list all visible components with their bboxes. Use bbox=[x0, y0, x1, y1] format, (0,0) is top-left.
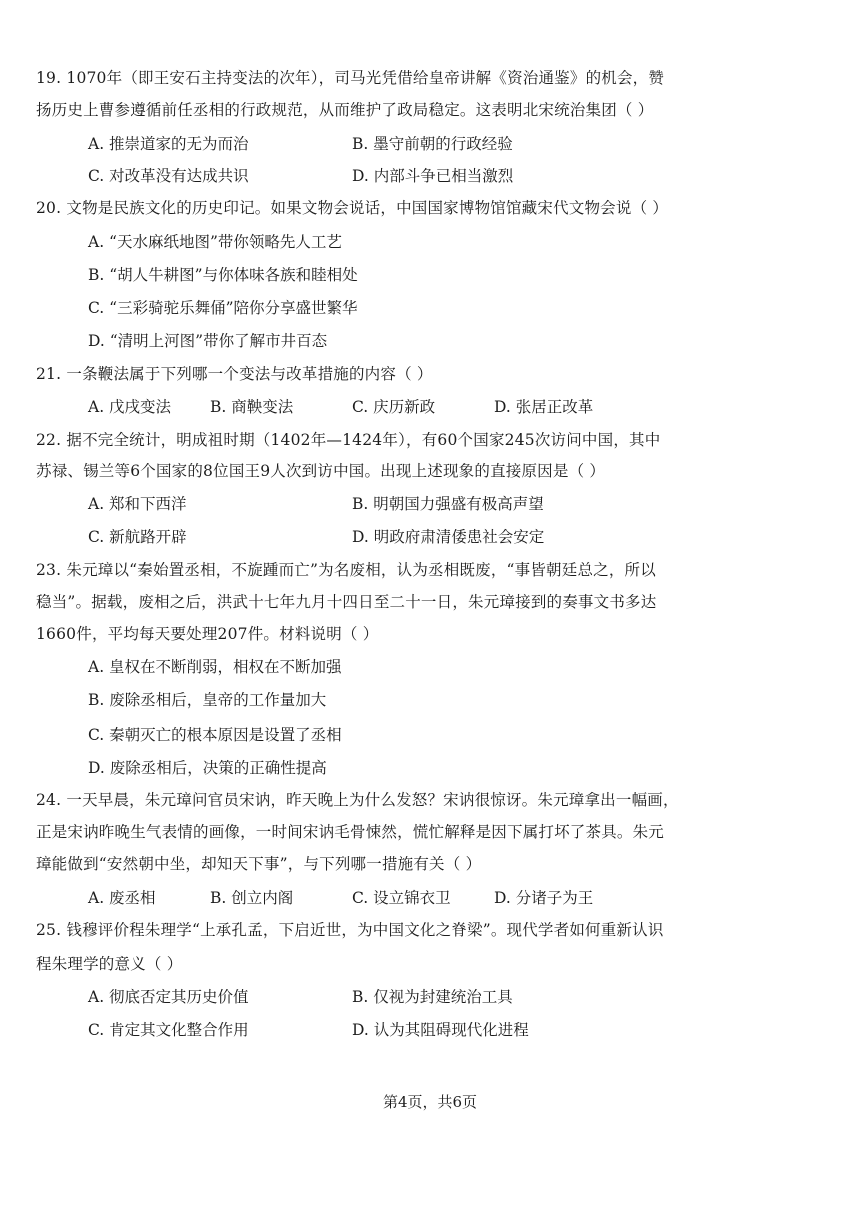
q24-option-b: B. 创立内阁 bbox=[210, 889, 294, 907]
q25-option-b: B. 仅视为封建统治工具 bbox=[352, 988, 513, 1006]
q24-option-a: A. 废丞相 bbox=[88, 889, 156, 907]
q24-option-d: D. 分诸子为王 bbox=[494, 889, 594, 907]
q19-stem-line-1: 19. 1070年（即王安石主持变法的次年），司马光凭借给皇帝讲解《资治通鉴》的机会，赞 bbox=[36, 69, 665, 87]
q22-option-b: B. 明朝国力强盛有极高声望 bbox=[352, 495, 544, 513]
q22-stem-line-1: 22. 据不完全统计，明成祖时期（1402年—1424年），有60个国家245次访问中国，其中 bbox=[36, 431, 661, 449]
q21-option-b: B. 商鞅变法 bbox=[210, 398, 294, 416]
q20-option-b: B. “胡人牛耕图”与你体味各族和睦相处 bbox=[88, 266, 358, 284]
q23-stem-line-1: 23. 朱元璋以“秦始置丞相，不旋踵而亡”为名废相，认为丞相既废，“事皆朝廷总之，所以 bbox=[36, 561, 656, 579]
q21-stem-line-1: 21. 一条鞭法属于下列哪一个变法与改革措施的内容（ ） bbox=[36, 365, 433, 383]
q24-stem-line-3: 璋能做到“安然朝中坐，却知天下事”，与下列哪一措施有关（ ） bbox=[36, 855, 482, 873]
q19-option-a: A. 推崇道家的无为而治 bbox=[88, 135, 249, 153]
page-number-footer: 第4页，共6页 bbox=[382, 1093, 478, 1111]
q22-option-a: A. 郑和下西洋 bbox=[88, 495, 187, 513]
q19-option-d: D. 内部斗争已相当激烈 bbox=[352, 167, 514, 185]
q19-stem-line-2: 扬历史上曹参遵循前任丞相的行政规范，从而维护了政局稳定。这表明北宋统治集团（ ） bbox=[36, 101, 654, 119]
q23-option-d: D. 废除丞相后，决策的正确性提高 bbox=[88, 759, 327, 777]
q23-stem-line-2: 稳当”。据载，废相之后，洪武十七年九月十四日至二十一日，朱元璋接到的奏事文书多达 bbox=[36, 593, 657, 611]
q21-option-d: D. 张居正改革 bbox=[494, 398, 594, 416]
q23-option-b: B. 废除丞相后，皇帝的工作量加大 bbox=[88, 691, 327, 709]
q21-option-a: A. 戊戌变法 bbox=[88, 398, 172, 416]
q25-option-a: A. 彻底否定其历史价值 bbox=[88, 988, 249, 1006]
q21-option-c: C. 庆历新政 bbox=[352, 398, 436, 416]
q25-option-c: C. 肯定其文化整合作用 bbox=[88, 1021, 249, 1039]
q25-stem-line-2: 程朱理学的意义（ ） bbox=[36, 955, 183, 973]
q23-option-c: C. 秦朝灭亡的根本原因是设置了丞相 bbox=[88, 726, 342, 744]
q24-option-c: C. 设立锦衣卫 bbox=[352, 889, 451, 907]
q23-option-a: A. 皇权在不断削弱，相权在不断加强 bbox=[88, 658, 342, 676]
q20-stem-line-1: 20. 文物是民族文化的历史印记。如果文物会说话，中国国家博物馆馆藏宋代文物会说（ ） bbox=[36, 199, 669, 217]
q25-stem-line-1: 25. 钱穆评价程朱理学“上承孔孟，下启近世，为中国文化之脊梁”。现代学者如何重新认识 bbox=[36, 921, 664, 939]
q20-option-a: A. “天水麻纸地图”带你领略先人工艺 bbox=[88, 233, 342, 251]
q22-option-c: C. 新航路开辟 bbox=[88, 528, 187, 546]
q22-option-d: D. 明政府肃清倭患社会安定 bbox=[352, 528, 545, 546]
q24-stem-line-2: 正是宋讷昨晚生气表情的画像，一时间宋讷毛骨悚然，慌忙解释是因下属打坏了茶具。朱元 bbox=[36, 823, 665, 841]
q25-option-d: D. 认为其阻碍现代化进程 bbox=[352, 1021, 529, 1039]
q20-option-c: C. “三彩骑驼乐舞俑”陪你分享盛世繁华 bbox=[88, 299, 358, 317]
q19-option-b: B. 墨守前朝的行政经验 bbox=[352, 135, 513, 153]
q20-option-d: D. “清明上河图”带你了解市井百态 bbox=[88, 332, 328, 350]
q19-option-c: C. 对改革没有达成共识 bbox=[88, 167, 249, 185]
q22-stem-line-2: 苏禄、锡兰等6个国家的8位国王9人次到访中国。出现上述现象的直接原因是（ ） bbox=[36, 462, 606, 480]
q23-stem-line-3: 1660件，平均每天要处理207件。材料说明（ ） bbox=[36, 625, 379, 643]
q24-stem-line-1: 24. 一天早晨，朱元璋问官员宋讷，昨天晚上为什么发怒？宋讷很惊讶。朱元璋拿出一幅画， bbox=[36, 791, 679, 809]
